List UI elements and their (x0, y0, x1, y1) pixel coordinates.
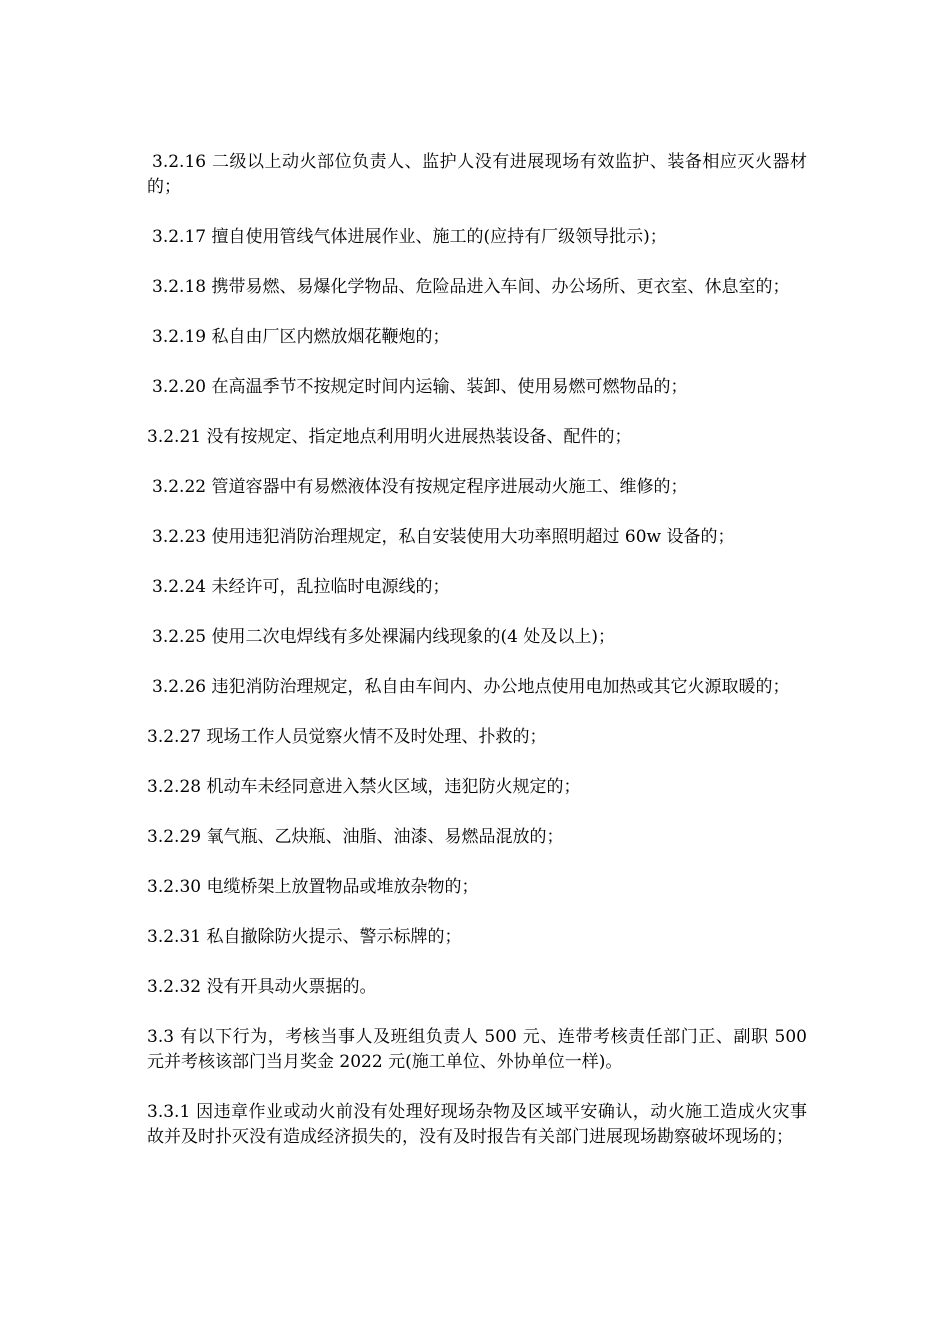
clause-3-2-30: 3.2.30 电缆桥架上放置物品或堆放杂物的； (147, 877, 479, 897)
clause-3-2-29: 3.2.29 氧气瓶、乙炔瓶、油脂、油漆、易燃品混放的； (147, 827, 564, 847)
clause-3-2-19: 3.2.19 私自由厂区内燃放烟花鞭炮的； (152, 327, 450, 347)
clause-3-2-21: 3.2.21 没有按规定、指定地点利用明火进展热装设备、配件的； (147, 427, 632, 447)
clause-3-3-1: 3.3.1 因违章作业或动火前没有处理好现场杂物及区域平安确认，动火施工造成火灾事故并及时扑灭没有造成经济损失的，没有及时报告有关部门进展现场勘察破坏现场的； (147, 1102, 807, 1147)
clause-3-2-25: 3.2.25 使用二次电焊线有多处裸漏内线现象的(4 处及以上)； (152, 627, 615, 647)
clause-3-2-18: 3.2.18 携带易燃、易爆化学物品、危险品进入车间、办公场所、更衣室、休息室的； (152, 277, 790, 297)
clause-3-2-20: 3.2.20 在高温季节不按规定时间内运输、装卸、使用易燃可燃物品的； (152, 377, 688, 397)
clause-3-2-27: 3.2.27 现场工作人员觉察火情不及时处理、扑救的； (147, 727, 547, 747)
clause-3-2-28: 3.2.28 机动车未经同意进入禁火区域，违犯防火规定的； (147, 777, 581, 797)
document-body (147, 150, 807, 1175)
clause-3-2-16: 3.2.16 二级以上动火部位负责人、监护人没有进展现场有效监护、装备相应灭火器材的； (147, 152, 807, 197)
clause-3-2-26: 3.2.26 违犯消防治理规定，私自由车间内、办公地点使用电加热或其它火源取暖的； (152, 677, 790, 697)
clause-3-2-22: 3.2.22 管道容器中有易燃液体没有按规定程序进展动火施工、维修的； (152, 477, 688, 497)
clause-3-3: 3.3 有以下行为，考核当事人及班组负责人 500 元、连带考核责任部门正、副职 500 元并考核该部门当月奖金 2022 元(施工单位、外协单位一样)。 (147, 1027, 807, 1072)
clause-3-2-17: 3.2.17 擅自使用管线气体进展作业、施工的(应持有厂级领导批示)； (152, 227, 667, 247)
clause-3-2-32: 3.2.32 没有开具动火票据的。 (147, 977, 377, 997)
clause-3-2-23: 3.2.23 使用违犯消防治理规定，私自安装使用大功率照明超过 60w 设备的； (152, 527, 735, 547)
clause-3-2-24: 3.2.24 未经许可，乱拉临时电源线的； (152, 577, 450, 597)
clause-3-2-31: 3.2.31 私自撤除防火提示、警示标牌的； (147, 927, 462, 947)
